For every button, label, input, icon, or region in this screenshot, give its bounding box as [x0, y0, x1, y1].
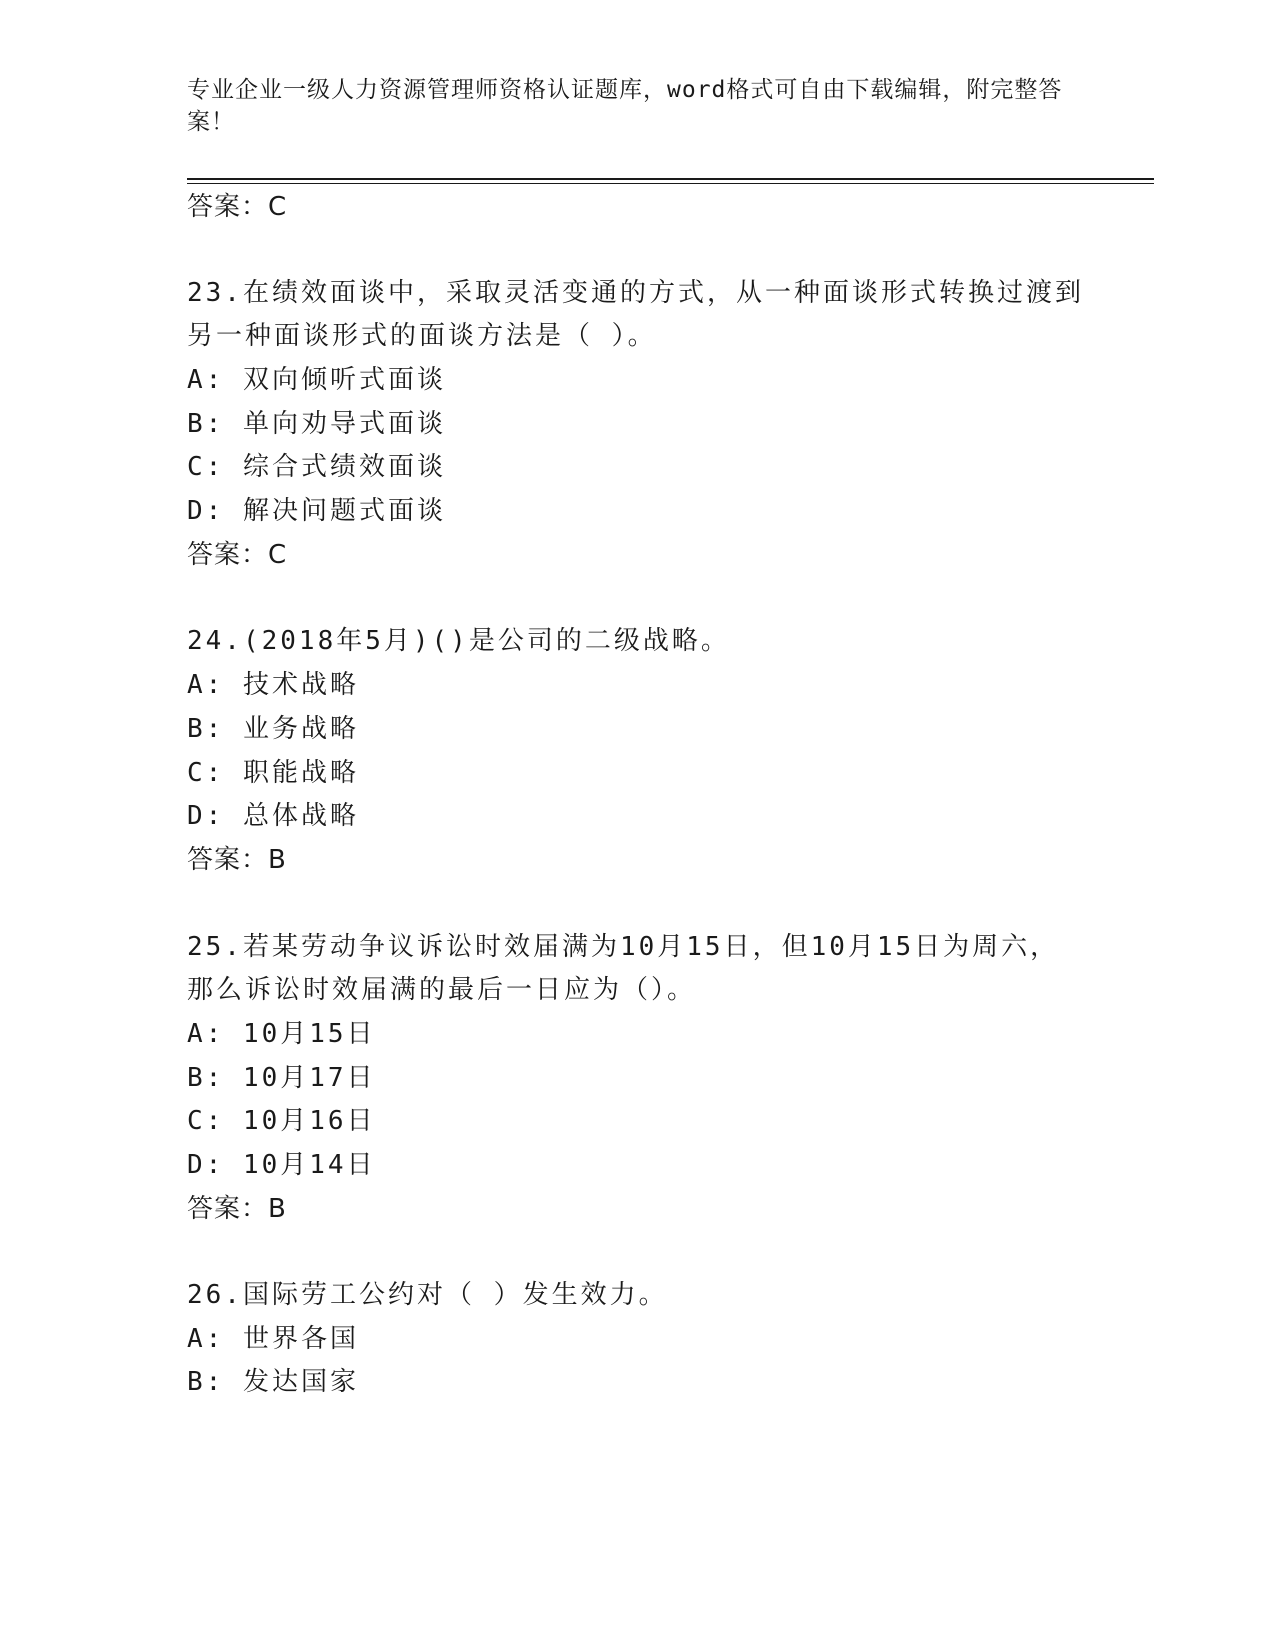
- question-stem: 24.(2018年5月)()是公司的二级战略。: [187, 626, 730, 656]
- option-a: A: 技术战略: [187, 670, 359, 700]
- answer-label: 答案：C: [187, 192, 288, 222]
- option-c: C: 10月16日: [187, 1106, 376, 1136]
- question-stem: 25.若某劳动争议诉讼时效届满为10月15日，但10月15日为周六，: [187, 932, 1060, 962]
- question-stem: 那么诉讼时效届满的最后一日应为（）。: [187, 975, 697, 1005]
- option-b: B: 业务战略: [187, 714, 359, 744]
- answer-label: 答案：B: [187, 845, 287, 875]
- option-a: A: 双向倾听式面谈: [187, 365, 446, 395]
- option-b: B: 发达国家: [187, 1367, 359, 1397]
- option-b: B: 单向劝导式面谈: [187, 409, 446, 439]
- header-divider: [187, 178, 1154, 180]
- header-note: 专业企业一级人力资源管理师资格认证题库，word格式可自由下载编辑，附完整答案！: [187, 77, 1063, 135]
- question-stem: 另一种面谈形式的面谈方法是（ ）。: [187, 321, 657, 351]
- option-d: D: 10月14日: [187, 1150, 376, 1180]
- answer-label: 答案：B: [187, 1194, 287, 1224]
- question-stem: 23.在绩效面谈中，采取灵活变通的方式，从一种面谈形式转换过渡到: [187, 278, 1084, 308]
- option-c: C: 职能战略: [187, 758, 359, 788]
- option-a: A: 世界各国: [187, 1324, 359, 1354]
- header-divider-thin: [187, 183, 1154, 184]
- option-a: A: 10月15日: [187, 1019, 376, 1049]
- option-d: D: 总体战略: [187, 801, 359, 831]
- option-d: D: 解决问题式面谈: [187, 496, 446, 526]
- option-c: C: 综合式绩效面谈: [187, 452, 446, 482]
- question-stem: 26.国际劳工公约对（ ）发生效力。: [187, 1280, 668, 1310]
- option-b: B: 10月17日: [187, 1063, 376, 1093]
- answer-label: 答案：C: [187, 540, 288, 570]
